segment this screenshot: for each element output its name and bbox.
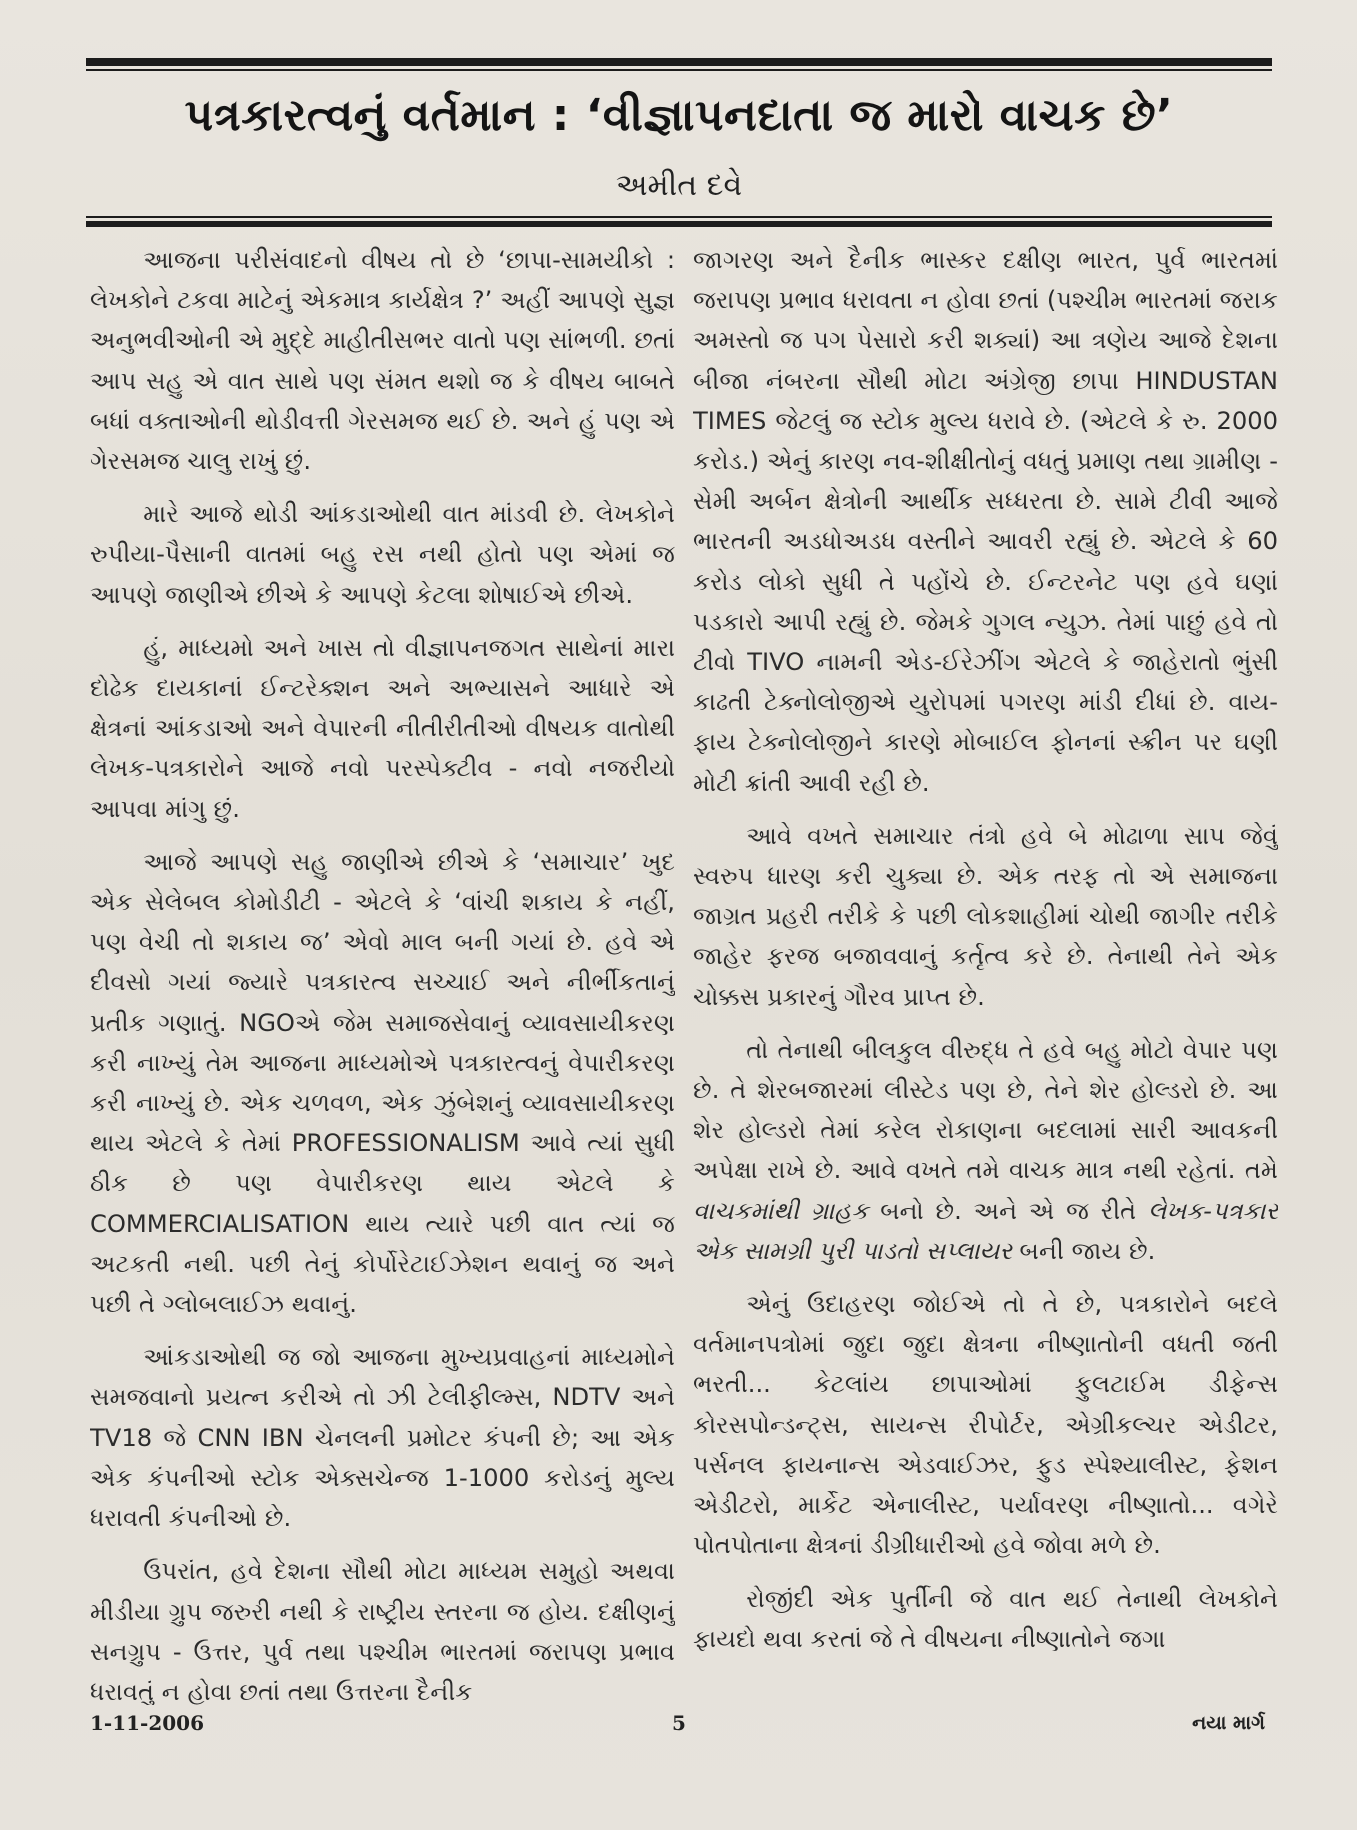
left-column [90,240,675,1705]
paragraph: ઉપરાંત, હવે દેશના સૌથી મોટા માધ્યમ સમુહો અથવા મીડીયા ગ્રુપ જરુરી નથી કે રાષ્ટ્રીય સ્તરના જ હોય. દક્ષીણનું સનગ્રુપ - ઉત્તર, પુર્વ તથા પશ્ચીમ ભારતમાં જરાપણ પ્રભાવ ધરાવતું ન હોવા છતાં તથા ઉત્તરના દૈનીક [90,1557,675,1705]
paragraph: એનું ઉદાહરણ જોઈએ તો તે છે, પત્રકારોને બદલે વર્તમાનપત્રોમાં જુદા જુદા ક્ષેત્રના નીષ્ણાતોની વધતી જતી ભરતી... કેટલાંય છાપાઓમાં ફુલટાઈમ ડીફેન્સ કોરસપોન્ડન્ટ્સ, સાયન્સ રીપોર્ટર, એગ્રીકલ્ચર એડીટર, પર્સનલ ફાયનાન્સ એડવાઈઝર, ફુડ સ્પેશ્યાલીસ્ટ, ફેશન એડીટરો, માર્કેટ એનાલીસ્ટ, પર્યાવરણ નીષ્ણાતો... વગેરે પોતપોતાના ક્ષેત્રનાં ડીગ્રીધારીઓ હવે જોવા મળે છે. [693,1290,1278,1560]
top-rule-thin [86,69,1272,71]
publication-name: નયા માર્ગ [1192,1712,1265,1734]
emphasis-text: વાચકમાંથી ગ્રાહક [693,1196,869,1225]
article-headline: પત્રકારત્વનું વર્તમાન : ‘વીજ્ઞાપનદાતા જ મારો વાચક છે’ [184,90,1174,141]
paragraph-continuation: જાગરણ અને દૈનીક ભાસ્કર દક્ષીણ ભારત, પુર્વ ભારતમાં જરાપણ પ્રભાવ ધરાવતા ન હોવા છતાં (પશ્ચીમ ભારતમાં જરાક અમસ્તો જ પગ પેસારો કરી શક્યાં) આ ત્રણેય આજે દેશના બીજા નંબરના સૌથી મોટા અંગ્રેજી છાપા HINDUSTAN TIMES જેટલું જ સ્ટોક મુલ્ય ધરાવે છે. (એટલે કે રુ. 2000 કરોડ.) એનું કારણ નવ-શીક્ષીતોનું વધતું પ્રમાણ તથા ગ્રામીણ - સેમી અર્બન ક્ષેત્રોની આર્થીક સધ્ધરતા છે. સામે ટીવી આજે ભારતની અડધોઅડધ વસ્તીને આવરી રહ્યું છે. એટલે કે 60 કરોડ લોકો સુધી તે પહોંચે છે. ઈન્ટરનેટ પણ હવે ઘણાં પડકારો આપી રહ્યું છે. જેમકે ગુગલ ન્યુઝ. તેમાં પાછું હવે તો ટીવો TIVO નામની એડ-ઈરેઝીંગ એટલે કે જાહેરાતો ભુંસી કાઢતી ટેક્નોલોજીએ યુરોપમાં પગરણ માંડી દીધાં છે. વાય-ફાય ટેક્નોલોજીને કારણે મોબાઈલ ફોનનાં સ્ક્રીન પર ઘણી મોટી ક્રાંતી આવી રહી છે. [693,246,1278,797]
paragraph: મારે આજે થોડી આંકડાઓથી વાત માંડવી છે. લેખકોને રુપીયા-પૈસાની વાતમાં બહુ રસ નથી હોતો પણ એમાં જ આપણે જાણીએ છીએ કે આપણે કેટલા શોષાઈએ છીએ. [90,500,675,609]
emphasis-text: લેખક-પત્રકાર એક સામગ્રી પુરી પાડતો સપ્લાયર [693,1196,1278,1265]
header-rule-thin [86,216,1272,218]
paragraph: આવે વખતે સમાચાર તંત્રો હવે બે મોઢાળા સાપ જેવું સ્વરુપ ધારણ કરી ચુક્યા છે. એક તરફ તો એ સમાજના જાગ્રત પ્રહરી તરીકે કે પછી લોકશાહીમાં ચોથી જાગીર તરીકે જાહેર ફરજ બજાવવાનું કર્તૃત્વ કરે છે. તેનાથી તેને એક ચોક્કસ પ્રકારનું ગૌરવ પ્રાપ્ત છે. [693,821,1278,1011]
header-rule-thick [86,221,1272,227]
paragraph-text: તો તેનાથી બીલકુલ વીરુદ્ધ તે હવે બહુ મોટો વેપાર પણ છે. તે શેરબજારમાં લીસ્ટેડ પણ છે, તેને શેર હોલ્ડરો છે. આ શેર હોલ્ડરો તેમાં કરેલ રોકાણના બદલામાં સારી આવકની અપેક્ષા રાખે છે. આવે વખતે તમે વાચક માત્ર નથી રહેતાં. તમે [693,1035,1278,1185]
paragraph: હું, માધ્યમો અને ખાસ તો વીજ્ઞાપનજગત સાથેનાં મારા દોઢેક દાયકાનાં ઈન્ટરેક્શન અને અભ્યાસને આધારે એ ક્ષેત્રનાં આંકડાઓ અને વેપારની નીતીરીતીઓ વીષયક વાતોથી લેખક-પત્રકારોને આજે નવો પરસ્પેક્ટીવ - નવો નજરીયો આપવા માંગુ છું. [90,633,675,823]
paragraph-with-emphasis [693,1030,1278,1271]
paragraph-text: બનો છે. અને એ જ રીતે [868,1196,1148,1225]
article-author: અમીત દવે [615,168,743,203]
right-column [693,240,1278,1705]
paragraph: આજે આપણે સહુ જાણીએ છીએ કે ‘સમાચાર’ ખુદ એક સેલેબલ કોમોડીટી - એટલે કે ‘વાંચી શકાય કે નહીં, પણ વેચી તો શકાય જ’ એવો માલ બની ગયાં છે. હવે એ દીવસો ગયાં જ્યારે પત્રકારત્વ સચ્ચાઈ અને નીર્ભીકતાનું પ્રતીક ગણાતું. NGOએ જેમ સમાજસેવાનું વ્યાવસાયીકરણ કરી નાખ્યું તેમ આજના માધ્યમોએ પત્રકારત્વનું વેપારીકરણ કરી નાખ્યું છે. એક ચળવળ, એક ઝુંબેશનું વ્યાવસાયીકરણ થાય એટલે કે તેમાં PROFESSIONALISM આવે ત્યાં સુધી ઠીક છે પણ વેપારીકરણ થાય એટલે કે COMMERCIALISATION થાય ત્યારે પછી વાત ત્યાં જ અટકતી નથી. પછી તેનું કોર્પોરેટાઈઝેશન થવાનું જ અને પછી તે ગ્લોબલાઈઝ થવાનું. [90,847,675,1319]
paragraph-text: બની જાય છે. [1011,1236,1156,1265]
page-number: 5 [672,1711,686,1735]
paragraph: આંકડાઓથી જ જો આજના મુખ્યપ્રવાહનાં માધ્યમોને સમજવાનો પ્રયત્ન કરીએ તો ઝી ટેલીફીલ્મ્સ, NDTV અને TV18 જે CNN IBN ચેનલની પ્રમોટર કંપની છે; આ એક એક કંપનીઓ સ્ટોક એક્સચેન્જ 1-1000 કરોડનું મુલ્ય ધરાવતી કંપનીઓ છે. [90,1343,675,1533]
paragraph: આજના પરીસંવાદનો વીષય તો છે ‘છાપા-સામયીકો : લેખકોને ટકવા માટેનું એકમાત્ર કાર્યક્ષેત્ર ?’ અહીં આપણે સુજ્ઞ અનુભવીઓની એ મુદ્દે માહીતીસભર વાતો પણ સાંભળી. છતાં આપ સહુ એ વાત સાથે પણ સંમત થશો જ કે વીષય બાબતે બધાં વક્તાઓની થોડીવત્તી ગેરસમજ થઈ છે. અને હું પણ એ ગેરસમજ ચાલુ રાખું છું. [90,246,675,476]
paragraph: રોજીંદી એક પુર્તીની જે વાત થઈ તેનાથી લેખકોને ફાયદો થવા કરતાં જે તે વીષયના નીષ્ણાતોને જગા [693,1584,1278,1653]
top-rule-thick [86,58,1272,66]
footer-date: 1-11-2006 [90,1711,205,1735]
